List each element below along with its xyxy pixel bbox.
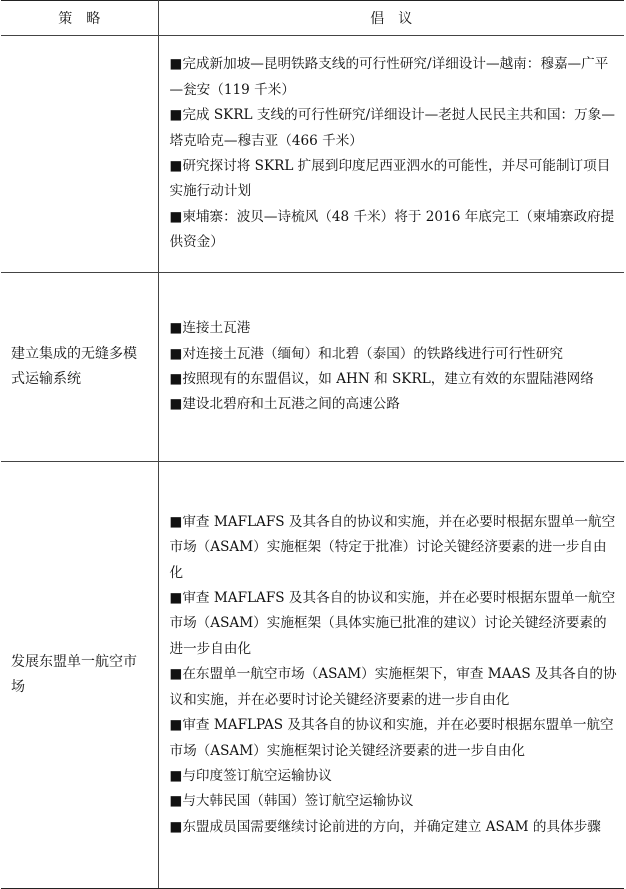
proposal-item: ■与大韩民国（韩国）签订航空运输协议 xyxy=(169,793,414,810)
proposal-item: ■东盟成员国需要继续讨论前进的方向，并确定建立 ASAM 的具体步骤 xyxy=(169,818,601,835)
proposal-cell xyxy=(158,273,624,462)
proposal-item: ■审查 MAFLPAS 及其各自的协议和实施，并在必要时根据东盟单一航空市场（ASAM）实施框架讨论关键经济要素的进一步自由化 xyxy=(169,717,614,759)
proposal-item: ■在东盟单一航空市场（ASAM）实施框架下，审查 MAAS 及其各自的协议和实施，并在必要时讨论关键经济要素的进一步自由化 xyxy=(169,666,617,708)
table-row xyxy=(1,462,624,889)
header-strategy: 策 略 xyxy=(1,1,158,36)
proposal-item: ■按照现有的东盟倡议，如 AHN 和 SKRL，建立有效的东盟陆港网络 xyxy=(169,371,594,387)
strategy-table xyxy=(1,0,624,889)
table-header-row xyxy=(1,1,624,36)
proposal-item: ■建设北碧府和土瓦港之间的高速公路 xyxy=(169,396,400,413)
proposal-item: ■审查 MAFLAFS 及其各自的协议和实施，并在必要时根据东盟单一航空市场（ASAM）实施框架（特定于批准）讨论关键经济要素的进一步自由化 xyxy=(169,513,616,581)
proposal-item: ■对连接土瓦港（缅甸）和北碧（泰国）的铁路线进行可行性研究 xyxy=(169,345,563,362)
proposal-item: ■与印度签订航空运输协议 xyxy=(169,767,332,784)
proposal-item: ■完成新加坡—昆明铁路支线的可行性研究/详细设计—越南：穆嘉—广平—瓮安（119 千米） xyxy=(169,56,609,98)
proposal-item: ■审查 MAFLAFS 及其各自的协议和实施，并在必要时根据东盟单一航空市场（ASAM）实施框架（具体实施已批准的建议）讨论关键经济要素的进一步自由化 xyxy=(169,590,616,657)
proposal-item: ■连接土瓦港 xyxy=(169,320,251,337)
proposal-item: ■柬埔寨：波贝—诗梳风（48 千米）将于 2016 年底完工（柬埔寨政府提供资金） xyxy=(169,208,615,251)
proposal-item: ■研究探讨将 SKRL 扩展到印度尼西亚泗水的可能性，并尽可能制订项目实施行动计划 xyxy=(169,158,611,200)
proposal-cell xyxy=(158,462,624,889)
proposal-cell xyxy=(158,36,624,273)
table-row xyxy=(1,36,624,273)
strategy-cell: 建立集成的无缝多模式运输系统 xyxy=(1,273,158,462)
strategy-cell xyxy=(1,36,158,273)
table-row xyxy=(1,273,624,462)
strategy-cell: 发展东盟单一航空市场 xyxy=(1,462,158,889)
header-proposal: 倡 议 xyxy=(158,1,624,36)
proposal-item: ■完成 SKRL 支线的可行性研究/详细设计—老挝人民民主共和国：万象—塔克哈克—穆吉亚（466 千米） xyxy=(169,107,615,149)
